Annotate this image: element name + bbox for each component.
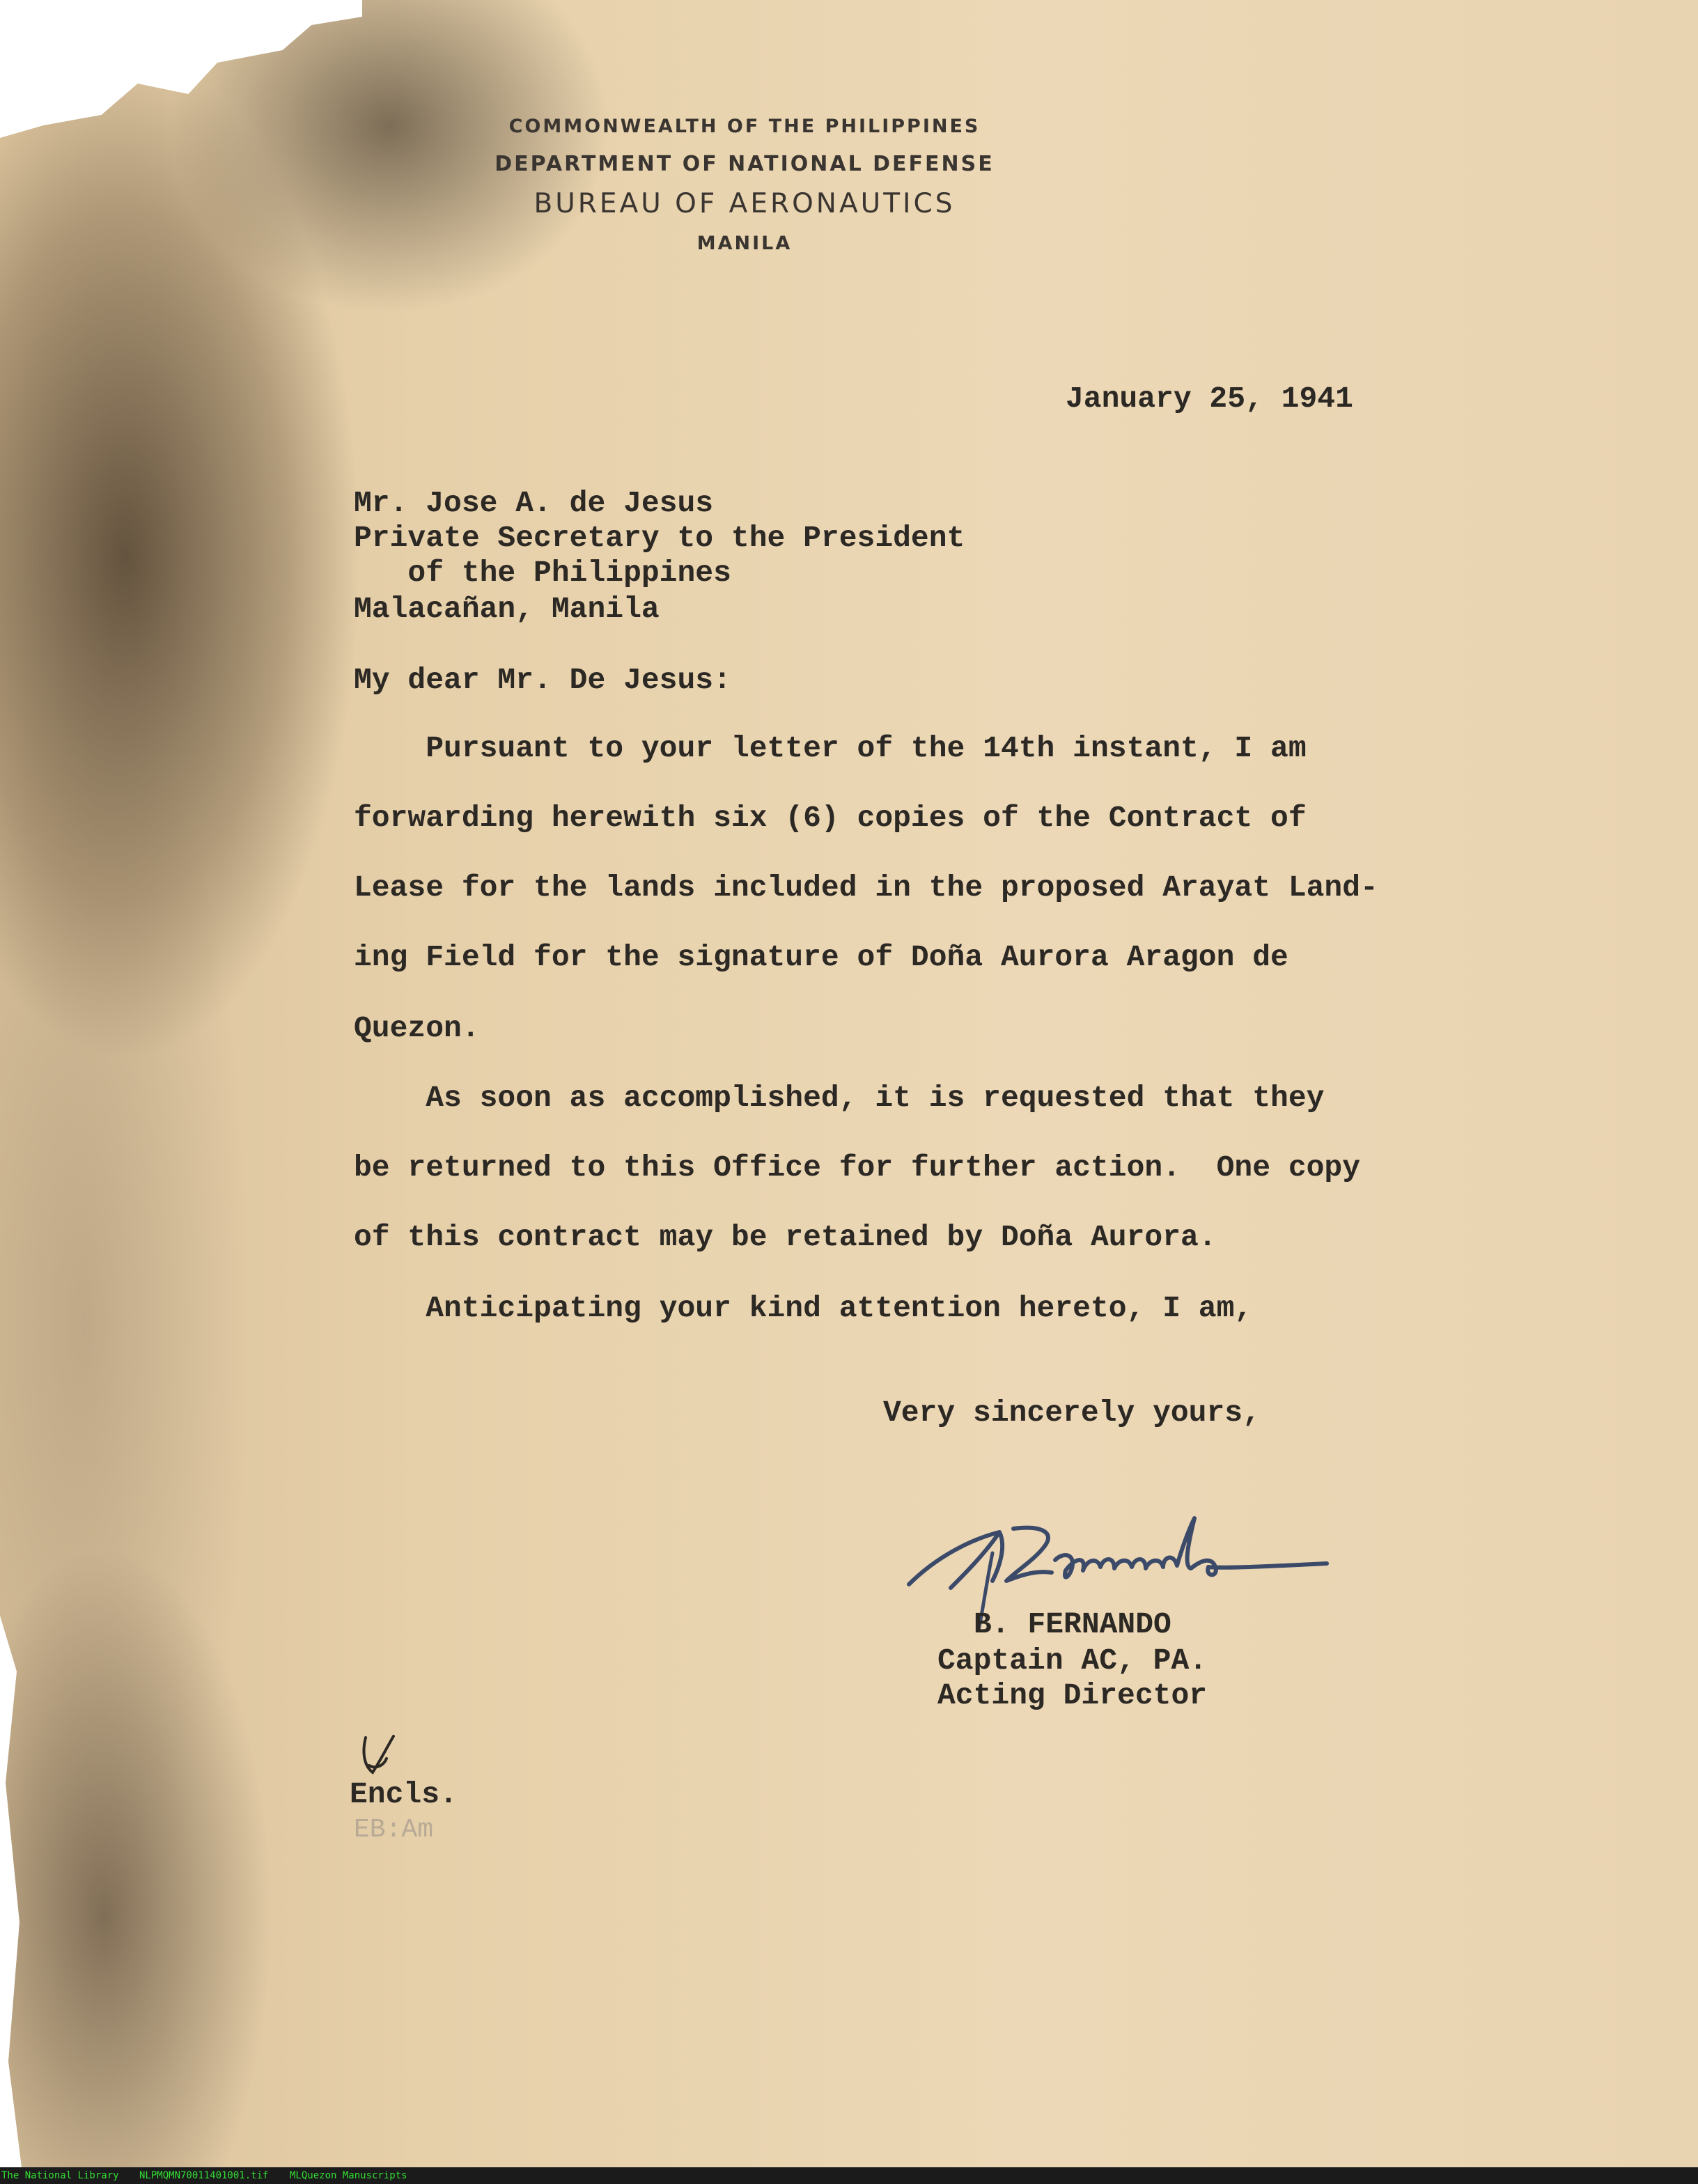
body-line: As soon as accomplished, it is requested that they (354, 1081, 1325, 1115)
recipient-address: Malacañan, Manila (354, 592, 660, 626)
salutation: My dear Mr. De Jesus: (354, 663, 731, 697)
body-line: Lease for the lands included in the proposed Arayat Land- (354, 871, 1378, 905)
footer-file: NLPMQMN70011401001.tif (139, 2170, 269, 2181)
body-line: Pursuant to your letter of the 14th instant, I am (354, 731, 1307, 765)
signatory-position: Acting Director (937, 1678, 1208, 1713)
footer-library: The National Library (1, 2170, 119, 2181)
recipient-title-2: of the Philippines (354, 556, 731, 590)
signatory-rank: Captain AC, PA. (937, 1644, 1208, 1678)
recipient-name: Mr. Jose A. de Jesus (354, 486, 714, 520)
body-line: Anticipating your kind attention hereto, I am, (354, 1291, 1253, 1325)
recipient-title: Private Secretary to the President (354, 521, 965, 555)
letterhead-line-2: DEPARTMENT OF NATIONAL DEFENSE (494, 152, 995, 176)
burned-corner (0, 0, 362, 209)
body-line: ing Field for the signature of Doña Aurora Aragon de (354, 940, 1288, 974)
torn-edge (0, 1616, 28, 2173)
letter-date: January 25, 1941 (1066, 382, 1353, 416)
body-line: forwarding herewith six (6) copies of the Contract of (354, 801, 1307, 835)
archive-footer (0, 2167, 1698, 2184)
footer-collection: MLQuezon Manuscripts (290, 2170, 407, 2181)
body-line: Quezon. (354, 1011, 480, 1045)
closing: Very sincerely yours, (883, 1396, 1261, 1430)
body-line: be returned to this Office for further action. One copy (354, 1150, 1361, 1185)
letterhead-city: MANILA (696, 233, 793, 254)
body-line: of this contract may be retained by Doña Aurora. (354, 1220, 1217, 1254)
signatory-name: B. FERNANDO (974, 1607, 1171, 1641)
letterhead-line-1: COMMONWEALTH OF THE PHILIPPINES (508, 116, 981, 137)
letterhead-bureau: BUREAU OF AERONAUTICS (533, 188, 956, 219)
reference-initials: EB:Am (354, 1815, 434, 1845)
enclosure-note: Encls. (350, 1777, 458, 1811)
